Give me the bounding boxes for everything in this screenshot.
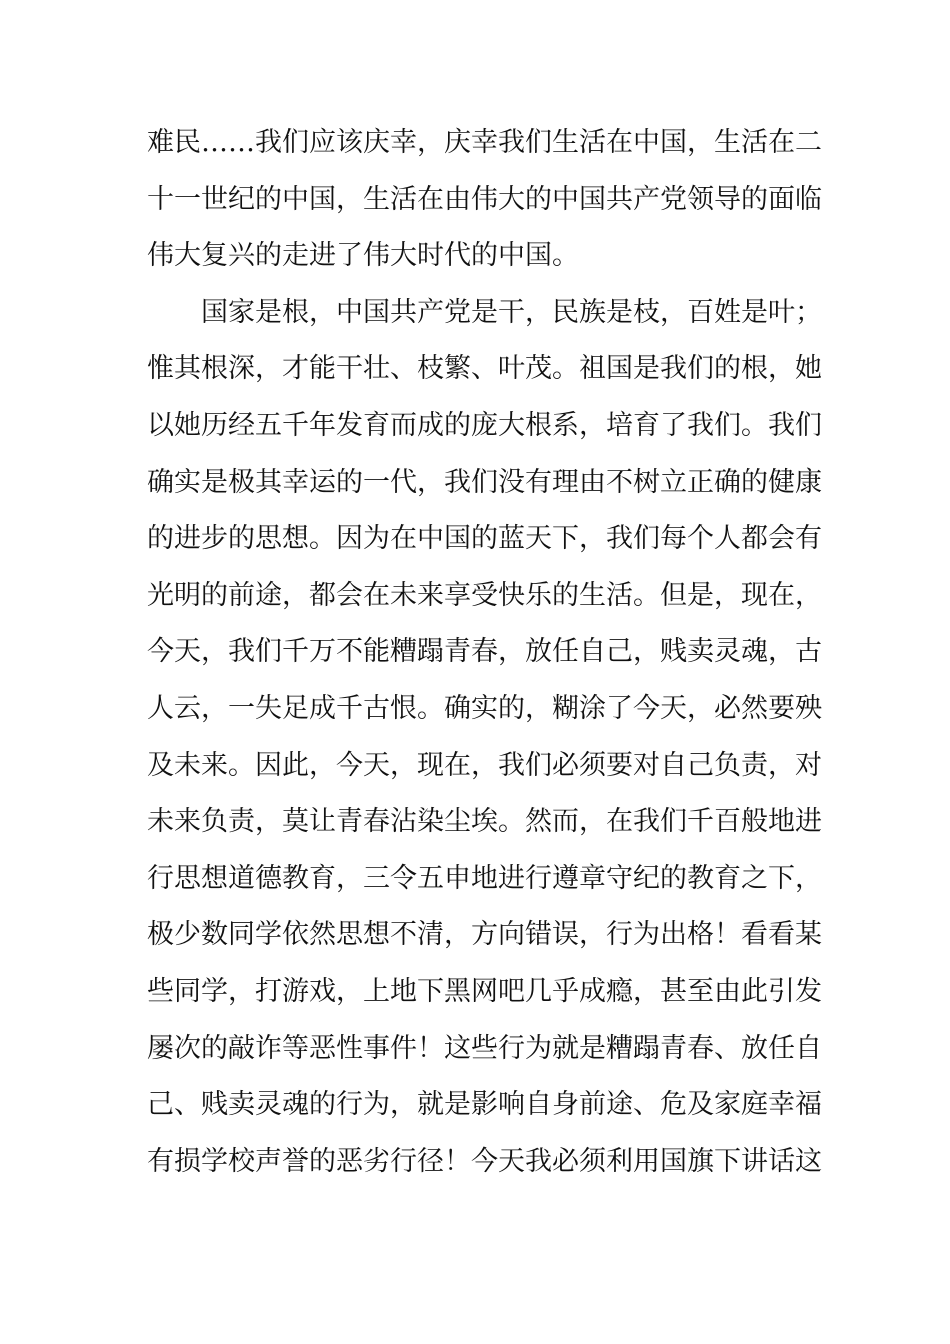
text-line: 屡次的敲诈等恶性事件！这些行为就是糟蹋青春、放任自	[147, 1032, 822, 1064]
text-line: 以她历经五千年发育而成的庞大根系，培育了我们。我们	[147, 409, 822, 441]
text-line: 行思想道德教育，三令五申地进行遵章守纪的教育之下，	[147, 862, 822, 894]
text-line: 人云，一失足成千古恨。确实的，糊涂了今天，必然要殃	[147, 692, 822, 724]
text-line: 光明的前途，都会在未来享受快乐的生活。但是，现在，	[147, 579, 822, 611]
text-line: 有损学校声誉的恶劣行径！今天我必须利用国旗下讲话这	[147, 1145, 822, 1177]
text-line: 伟大复兴的走进了伟大时代的中国。	[147, 240, 579, 272]
text-line: 难民……我们应该庆幸，庆幸我们生活在中国，生活在二	[147, 127, 822, 158]
text-line: 及未来。因此，今天，现在，我们必须要对自己负责，对	[147, 749, 822, 781]
text-line: 确实是极其幸运的一代，我们没有理由不树立正确的健康	[147, 466, 822, 498]
body-text	[147, 118, 822, 1193]
paragraph-first-line: 国家是根，中国共产党是干，民族是枝，百姓是叶；	[201, 296, 822, 328]
text-line: 今天，我们千万不能糟蹋青春，放任自己，贱卖灵魂，古	[147, 636, 822, 668]
text-line: 惟其根深，才能干壮、枝繁、叶茂。祖国是我们的根，她	[147, 353, 822, 385]
text-line: 极少数同学依然思想不清，方向错误，行为出格！看看某	[147, 919, 822, 951]
text-line: 的进步的思想。因为在中国的蓝天下，我们每个人都会有	[147, 523, 822, 555]
text-line: 未来负责，莫让青春沾染尘埃。然而，在我们千百般地进	[147, 806, 822, 838]
text-line: 十一世纪的中国，生活在由伟大的中国共产党领导的面临	[147, 183, 822, 215]
text-line: 己、贱卖灵魂的行为，就是影响自身前途、危及家庭幸福	[147, 1089, 822, 1121]
text-line: 些同学，打游戏，上地下黑网吧几乎成瘾，甚至由此引发	[147, 975, 822, 1007]
